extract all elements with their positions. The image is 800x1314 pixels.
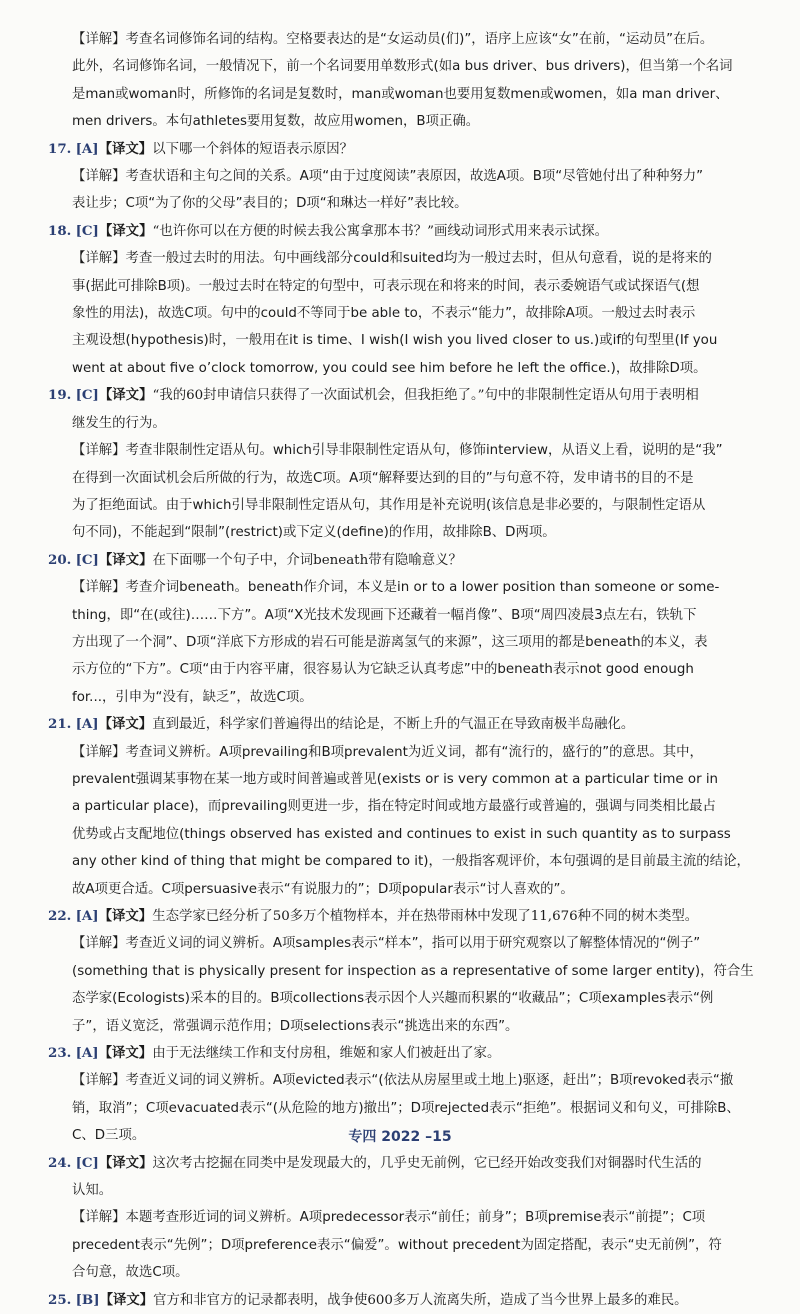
translation-q20: 20. [C]【译文】在下面哪一个句子中，介词beneath带有隐喻意义？ <box>48 551 462 568</box>
page-footer: 专四 2022 –15 <box>348 1129 452 1145</box>
translation-q21: 21. [A]【译文】直到最近，科学家们普遍得出的结论是，不断上升的气温正在导致南极半岛融化。 <box>48 716 635 733</box>
question-20: 20. [C]【译文】在下面哪一个句子中，介词beneath带有隐喻意义？ 【详解】考查介词beneath。beneath作介词，本义是in or to a lower position than someone or some- thing，即“在(或往)……下方”。A项“X光技术发现画下还藏着一幅肖像”、B项“周四凌晨3点左右，铁轨下 方出现了一个洞”、D项“洋底下方形成的岩石可能是游离氢气的来源”，这三项用的都是beneath的本义，表 示方位的“下方”。C项“由于内容平庸，很容易认为它缺乏认真考虑”中的beneath表示not good enough for...，引申为“没有，缺乏”，故选C项。 <box>72 547 778 711</box>
translation-q23: 23. [A]【译文】由于无法继续工作和支付房租，维姬和家人们被赶出了家。 <box>48 1045 501 1062</box>
translation-q17: 17. [A]【译文】以下哪一个斜体的短语表示原因？ <box>48 140 354 157</box>
question-23: 23. [A]【译文】由于无法继续工作和支付房租，维姬和家人们被赶出了家。 【详解】考查近义词的词义辨析。A项evicted表示“(依法从房屋里或土地上)驱逐，赶出”；B项revoked表示“撤 销，取消”；C项evacuated表示“(从危险的地方)撤出”；D项rejected表示“拒绝”。根据词义和句义，可排除B、 C、D三项。 <box>72 1040 778 1150</box>
question-17: 17. [A]【译文】以下哪一个斜体的短语表示原因？ 【详解】考查状语和主句之间的关系。A项“由于过度阅读”表原因，故选A项。B项“尽管她付出了种种努力” 表让步；C项“为了你的父母”表目的；D项“和琳达一样好”表比较。 <box>72 136 778 218</box>
translation-q18: 18. [C]【译文】“也许你可以在方便的时候去我公寓拿那本书？”画线动词形式用来表示试探。 <box>48 222 609 239</box>
question-18: 18. [C]【译文】“也许你可以在方便的时候去我公寓拿那本书？”画线动词形式用来表示试探。 【详解】考查一般过去时的用法。句中画线部分could和suited均为一般过去时，但从句意看，说的是将来的 事(据此可排除B项)。一般过去时在特定的句型中，可表示现在和将来的时间，表示委婉语气或试探语气(想 象性的用法)，故选C项。句中的could不等同于be able to，不表示“能力”，故排除A项。一般过去时表示 主观设想(hypothesis)时，一般用在it is time、I wish(I wish you lived closer to us.)或if的句型里(If you went at about five o’clock tomorrow, you could see him before he left the office.)，故排除D项。 <box>72 218 778 382</box>
question-21: 21. [A]【译文】直到最近，科学家们普遍得出的结论是，不断上升的气温正在导致南极半岛融化。 【详解】考查词义辨析。A项prevailing和B项prevalent为近义词，都有“流行的，盛行的”的意思。其中， prevalent强调某事物在某一地方或时间普遍或普见(exists or is very common at a particular time or in a particular place)，而prevailing则更进一步，指在特定时间或地方最盛行或普遍的，强调与同类相比最占 优势或占支配地位(things observed has existed and continues to exist in such quantity as to surpass any other kind of thing that might be compared to it)，一般指客观评价，本句强调的是目前最主流的结论， 故A项更合适。C项persuasive表示“有说服力的”；D项popular表示“讨人喜欢的”。 <box>72 711 778 903</box>
question-22: 22. [A]【译文】生态学家已经分析了50多万个植物样本，并在热带雨林中发现了11,676种不同的树木类型。 【详解】考查近义词的词义辨析。A项samples表示“样本”，指可以用于研究观察以了解整体情况的“例子” (something that is physically present for inspection as a representative of some larger entity)，符合生 态学家(Ecologists)采本的目的。B项collections表示因个人兴趣而积累的“收藏品”；C项examples表示“例 子”，语义宽泛，常强调示范作用；D项selections表示“挑选出来的东西”。 <box>72 903 778 1040</box>
translation-q22: 22. [A]【译文】生态学家已经分析了50多万个植物样本，并在热带雨林中发现了11,676种不同的树木类型。 <box>48 908 699 924</box>
translation-q24: 24. [C]【译文】这次考古挖掘在同类中是发现最大的，几乎史无前例，它已经开始改变我们对铜器时代生活的 <box>48 1154 702 1171</box>
question-24: 24. [C]【译文】这次考古挖掘在同类中是发现最大的，几乎史无前例，它已经开始改变我们对铜器时代生活的 认知。 【详解】本题考查形近词的词义辨析。A项predecessor表示“前任；前身”；B项premise表示“前提”；C项 precedent表示“先例”；D项preference表示“偏爱”。without precedent为固定搭配，表示“史无前例”，符 合句意，故选C项。 <box>72 1150 778 1287</box>
answer-explanations <box>48 26 778 1314</box>
question-19: 19. [C]【译文】“我的60封申请信只获得了一次面试机会，但我拒绝了。”句中的非限制性定语从句用于表明相 继发生的行为。 【详解】考查非限制性定语从句。which引导非限制性定语从句，修饰interview，从语义上看，说明的是“我” 在得到一次面试机会后所做的行为，故选C项。A项“解释要达到的目的”与句意不符，发申请书的目的不是 为了拒绝面试。由于which引导非限制性定语从句，其作用是补充说明(该信息是非必要的，与限制性定语从 句不同)，不能起到“限制”(restrict)或下定义(define)的作用，故排除B、D两项。 <box>72 382 778 546</box>
detail-q16: 【详解】考查名词修饰名词的结构。空格要表达的是“女运动员(们)”，语序上应该“女”在前，“运动员”在后。 此外，名词修饰名词，一般情况下，前一个名词要用单数形式(如a bus driver、bus drivers)，但当第一个名词 是man或woman时，所修饰的名词是复数时，man或woman也要用复数men或women，如a man driver、 men drivers。本句athletes要用复数，故应用women，B项正确。 <box>72 32 733 130</box>
translation-q19: 19. [C]【译文】“我的60封申请信只获得了一次面试机会，但我拒绝了。”句中的非限制性定语从句用于表明相 <box>48 387 699 404</box>
translation-q25: 25. [B]【译文】官方和非官方的记录都表明，战争使600多万人流离失所，造成了当今世界上最多的难民。 <box>48 1291 688 1308</box>
question-25 <box>48 1287 778 1314</box>
